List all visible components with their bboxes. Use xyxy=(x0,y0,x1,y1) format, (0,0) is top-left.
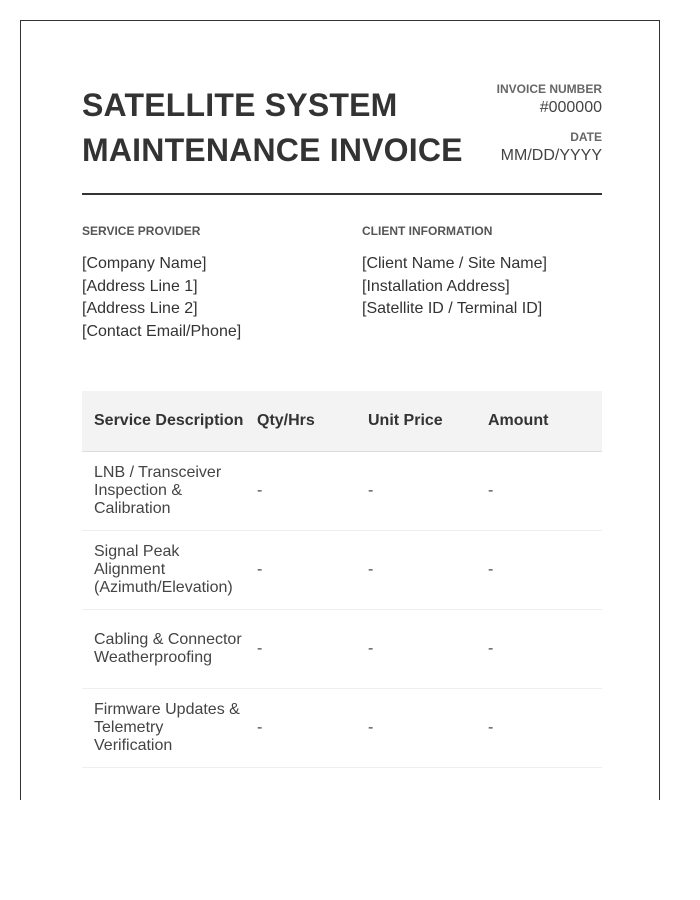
table-row xyxy=(82,689,602,768)
client-installation-address: [Installation Address] xyxy=(362,277,510,295)
row-description: Firmware Updates & Telemetry Verification xyxy=(94,701,240,754)
date-value: MM/DD/YYYY xyxy=(500,147,602,164)
row-unit-price: - xyxy=(368,561,374,578)
column-header-amount: Amount xyxy=(488,412,549,429)
invoice-header xyxy=(82,81,602,195)
date-label: DATE xyxy=(570,130,602,144)
row-unit-price: - xyxy=(368,482,374,499)
row-description: Signal Peak Alignment (Azimuth/Elevation) xyxy=(94,543,233,596)
client-satellite-id: [Satellite ID / Terminal ID] xyxy=(362,300,543,317)
provider-address-line-2: [Address Line 2] xyxy=(82,300,198,317)
table-row xyxy=(82,452,602,531)
row-description: Cabling & Connector Weatherproofing xyxy=(94,631,242,666)
row-qty: - xyxy=(257,719,263,736)
column-header-qty: Qty/Hrs xyxy=(257,412,315,429)
provider-company-name: [Company Name] xyxy=(82,255,207,272)
row-qty: - xyxy=(257,561,263,578)
row-qty: - xyxy=(257,640,263,657)
row-unit-price: - xyxy=(368,640,374,657)
invoice-page xyxy=(20,20,660,800)
invoice-number-value: #000000 xyxy=(539,99,602,116)
service-provider-heading: SERVICE PROVIDER xyxy=(82,224,201,238)
column-header-unit-price: Unit Price xyxy=(368,412,443,429)
provider-contact: [Contact Email/Phone] xyxy=(82,322,242,340)
services-table xyxy=(82,391,602,768)
invoice-meta xyxy=(402,81,602,167)
row-unit-price: - xyxy=(368,719,374,736)
table-header-row xyxy=(82,391,602,452)
column-header-description: Service Description xyxy=(94,412,244,429)
row-description: LNB / Transceiver Inspection & Calibration xyxy=(94,464,222,517)
client-information-block xyxy=(362,223,622,321)
provider-address-line-1: [Address Line 1] xyxy=(82,277,198,295)
row-amount: - xyxy=(488,561,494,578)
row-amount: - xyxy=(488,640,494,657)
table-row xyxy=(82,531,602,610)
row-qty: - xyxy=(257,482,263,499)
service-provider-block xyxy=(82,223,342,343)
row-amount: - xyxy=(488,482,494,499)
table-row xyxy=(82,610,602,689)
invoice-title: SATELLITE SYSTEM MAINTENANCE INVOICE xyxy=(82,87,463,168)
row-amount: - xyxy=(488,719,494,736)
client-information-heading: CLIENT INFORMATION xyxy=(362,224,493,238)
invoice-number-label: INVOICE NUMBER xyxy=(496,82,602,96)
client-name: [Client Name / Site Name] xyxy=(362,255,547,272)
